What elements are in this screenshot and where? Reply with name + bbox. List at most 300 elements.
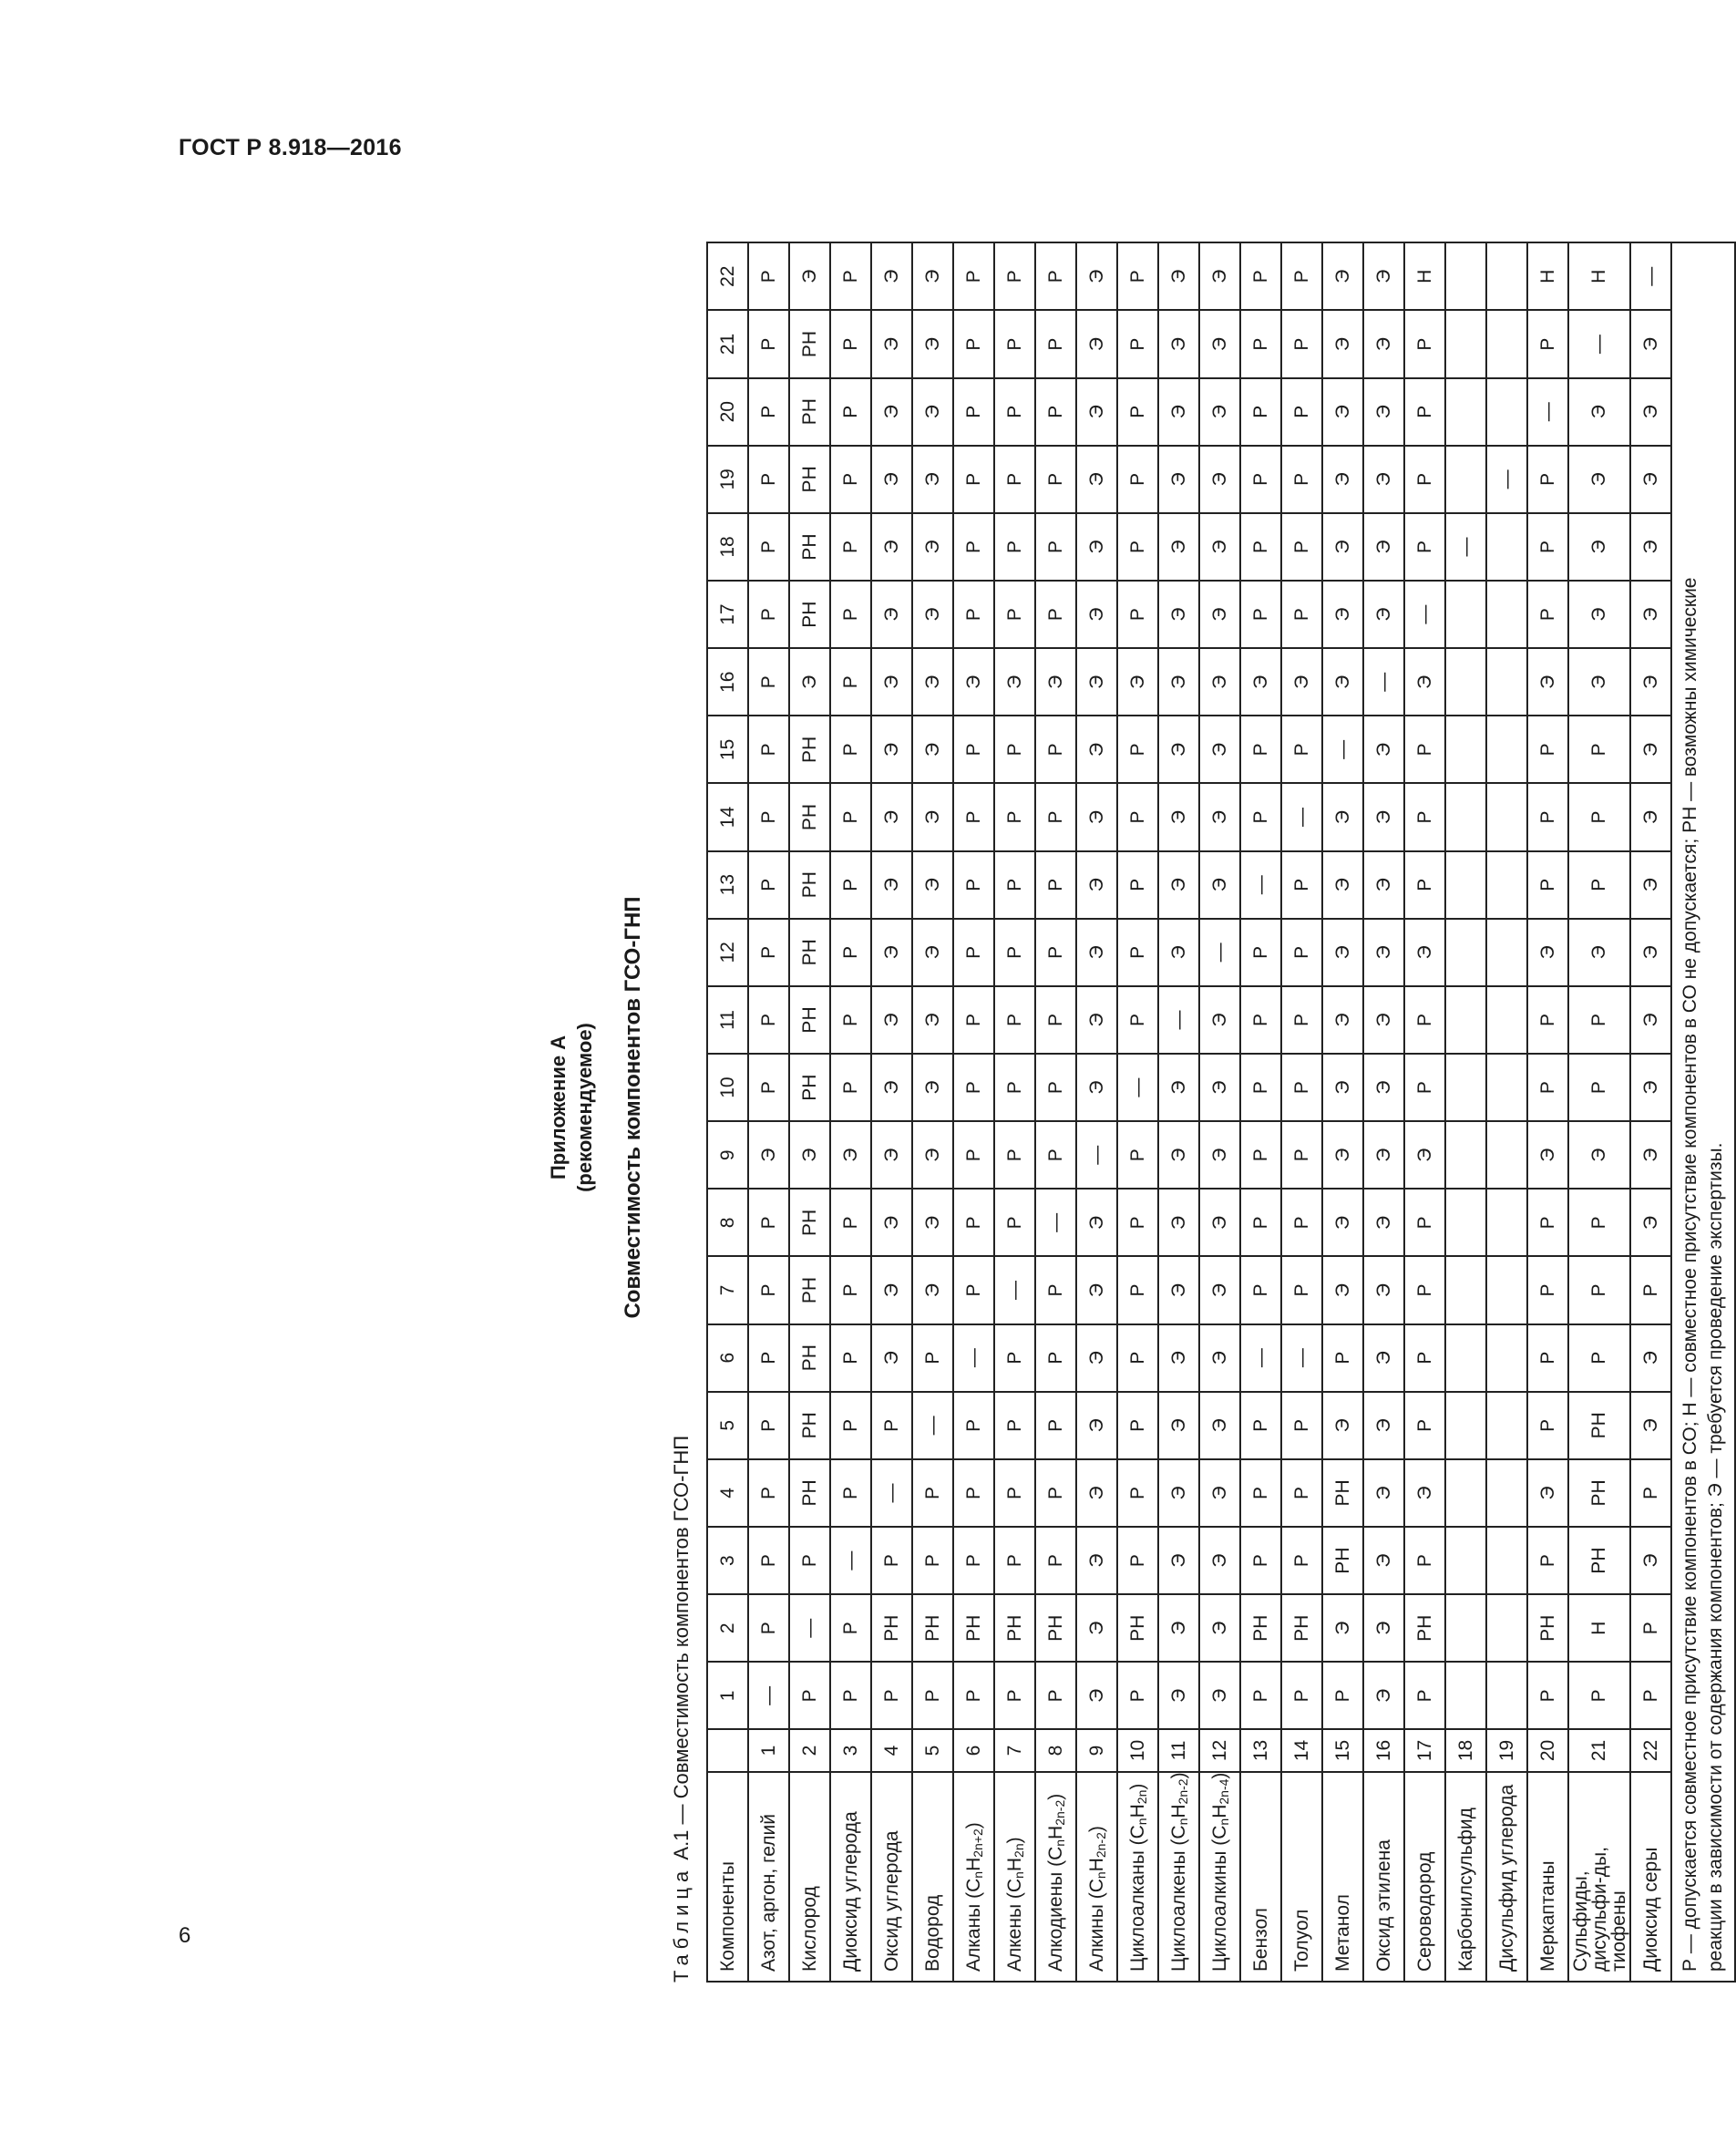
- row-component-name: Циклоалкины $(C_nH_{2n-4})$: [1199, 1772, 1240, 1982]
- row-number: 13: [1240, 1729, 1281, 1771]
- compat-cell: Э: [1322, 513, 1363, 581]
- compat-cell: Р: [1240, 446, 1281, 513]
- compat-cell: Р: [1035, 242, 1076, 310]
- component-name-text: Циклоалканы (: [1127, 1838, 1148, 1972]
- compat-cell: Э: [1322, 581, 1363, 648]
- compat-cell: Э: [1199, 986, 1240, 1054]
- compat-cell: [1445, 716, 1486, 783]
- compat-cell: [1445, 1324, 1486, 1392]
- column-header: 3: [707, 1527, 748, 1594]
- compat-cell: Э: [1199, 1121, 1240, 1189]
- compat-cell: Э: [871, 919, 912, 986]
- table-row: [953, 242, 994, 1982]
- table-row: [1117, 242, 1158, 1982]
- compat-cell: Э: [1322, 648, 1363, 716]
- compat-cell: Р: [748, 378, 789, 446]
- compat-cell: Р: [1527, 581, 1568, 648]
- compat-cell: Э: [1158, 1527, 1199, 1594]
- table-row: [1035, 242, 1076, 1982]
- compat-cell: Э: [1158, 1594, 1199, 1662]
- compat-cell: Р: [994, 1527, 1035, 1594]
- compat-cell: Э: [912, 446, 953, 513]
- compat-cell: Э: [1117, 648, 1158, 716]
- compat-cell: Р: [1281, 1189, 1322, 1256]
- compat-cell: —: [1527, 378, 1568, 446]
- compat-cell: Р: [1240, 1189, 1281, 1256]
- component-name-text: Оксид углерода: [881, 1830, 902, 1972]
- compat-cell: Р: [1117, 919, 1158, 986]
- compat-cell: Р: [1281, 1392, 1322, 1459]
- compat-cell: Р: [994, 310, 1035, 377]
- compat-cell: РН: [994, 1594, 1035, 1662]
- compat-cell: [1445, 986, 1486, 1054]
- column-header: 10: [707, 1054, 748, 1121]
- compat-cell: Р: [1281, 1121, 1322, 1189]
- compat-cell: Р: [1568, 986, 1630, 1054]
- compat-cell: Э: [1322, 1594, 1363, 1662]
- compat-cell: Р: [953, 986, 994, 1054]
- compat-cell: Э: [871, 716, 912, 783]
- compat-cell: Р: [1240, 310, 1281, 377]
- compat-cell: Р: [1568, 716, 1630, 783]
- row-number: 6: [953, 1729, 994, 1771]
- compat-cell: Э: [1363, 1594, 1404, 1662]
- compat-cell: Р: [1404, 513, 1445, 581]
- compat-cell: Р: [1117, 1324, 1158, 1392]
- compat-cell: РН: [1568, 1459, 1630, 1527]
- compat-cell: Р: [1035, 1527, 1076, 1594]
- compat-cell: Р: [1404, 1054, 1445, 1121]
- table-row: [1322, 242, 1363, 1982]
- compat-cell: Р: [1281, 919, 1322, 986]
- table-row: [748, 242, 789, 1982]
- compat-cell: Э: [1199, 513, 1240, 581]
- compat-cell: Э: [912, 1189, 953, 1256]
- compat-cell: Р: [1527, 783, 1568, 850]
- compat-cell: Р: [1240, 378, 1281, 446]
- compat-cell: Э: [1363, 783, 1404, 850]
- row-component-name: [1404, 1772, 1445, 1982]
- compat-cell: Р: [748, 513, 789, 581]
- compat-cell: Э: [1363, 986, 1404, 1054]
- compat-cell: Э: [1076, 446, 1117, 513]
- compat-cell: Р: [830, 378, 871, 446]
- compat-cell: Р: [953, 1459, 994, 1527]
- compat-cell: Э: [1404, 1121, 1445, 1189]
- row-number: 1: [748, 1729, 789, 1771]
- compat-cell: [1445, 1054, 1486, 1121]
- formula-part: n: [971, 1870, 985, 1879]
- formula-part: n: [1094, 1871, 1108, 1880]
- component-name-text: Алкодиены (: [1045, 1859, 1066, 1972]
- compat-cell: Э: [1076, 986, 1117, 1054]
- compat-cell: Р: [994, 446, 1035, 513]
- compat-cell: [1445, 1662, 1486, 1729]
- component-formula: [963, 1828, 984, 1892]
- compat-cell: РН: [1240, 1594, 1281, 1662]
- compat-cell: РН: [789, 1256, 830, 1323]
- compat-cell: [1445, 1527, 1486, 1594]
- compat-cell: Р: [830, 1189, 871, 1256]
- compat-cell: Р: [1035, 1662, 1076, 1729]
- compat-cell: Э: [1199, 851, 1240, 919]
- compat-cell: Э: [1630, 1054, 1671, 1121]
- compat-cell: Р: [953, 1392, 994, 1459]
- component-formula: [1127, 1790, 1148, 1839]
- component-formula: [1045, 1800, 1066, 1860]
- compat-cell: Р: [1404, 716, 1445, 783]
- compat-cell: Р: [1404, 1256, 1445, 1323]
- compat-cell: Э: [1404, 648, 1445, 716]
- compat-cell: Р: [1240, 986, 1281, 1054]
- compat-cell: Э: [871, 1054, 912, 1121]
- compat-cell: Р: [1527, 513, 1568, 581]
- component-name-text: Диоксид углерода: [840, 1811, 861, 1972]
- appendix-title: Приложение А: [547, 1035, 570, 1180]
- compat-cell: Э: [1076, 310, 1117, 377]
- compat-cell: [1445, 242, 1486, 310]
- row-component-name: [871, 1772, 912, 1982]
- compat-cell: —: [1199, 919, 1240, 986]
- formula-part: H: [1168, 1804, 1189, 1818]
- caption-text: А.1 — Совместимость компонентов ГСО-ГНП: [670, 1435, 693, 1860]
- document-code: ГОСТ Р 8.918—2016: [179, 135, 402, 160]
- compat-cell: Э: [1527, 1459, 1568, 1527]
- formula-part: C: [1209, 1825, 1230, 1839]
- compat-cell: РН: [953, 1594, 994, 1662]
- compat-cell: Р: [1568, 1324, 1630, 1392]
- compat-cell: [1486, 1459, 1527, 1527]
- compat-cell: Р: [1322, 1662, 1363, 1729]
- compat-cell: Р: [1281, 378, 1322, 446]
- compat-cell: Э: [1322, 783, 1363, 850]
- compat-cell: Э: [1630, 513, 1671, 581]
- compat-cell: Р: [1281, 242, 1322, 310]
- compat-cell: Р: [1035, 378, 1076, 446]
- caption-label: Таблица: [670, 1865, 693, 1983]
- component-name-text: Кислород: [799, 1886, 820, 1972]
- compat-cell: РН: [871, 1594, 912, 1662]
- compat-cell: Э: [1630, 1324, 1671, 1392]
- column-header: 8: [707, 1189, 748, 1256]
- compat-cell: Э: [1158, 919, 1199, 986]
- component-name-text: Метанол: [1332, 1894, 1353, 1972]
- compat-cell: Р: [1281, 986, 1322, 1054]
- compat-cell: Р: [912, 1324, 953, 1392]
- compat-cell: Э: [1630, 581, 1671, 648]
- rotated-table-section: [415, 232, 1726, 1983]
- table-row: [1630, 242, 1671, 1982]
- compat-cell: Р: [1281, 513, 1322, 581]
- compat-cell: Э: [871, 1256, 912, 1323]
- formula-part: 2n-2: [1094, 1832, 1108, 1859]
- formula-part: H: [1004, 1857, 1025, 1872]
- compat-cell: Э: [1076, 581, 1117, 648]
- compat-cell: [1486, 919, 1527, 986]
- compat-cell: Р: [748, 1054, 789, 1121]
- compat-cell: РН: [789, 378, 830, 446]
- compat-cell: Э: [1199, 378, 1240, 446]
- compat-cell: Р: [953, 1527, 994, 1594]
- compat-cell: Р: [1404, 986, 1445, 1054]
- formula-part: C: [1045, 1846, 1066, 1860]
- compat-cell: Р: [1035, 310, 1076, 377]
- compat-cell: Р: [1404, 1189, 1445, 1256]
- compat-cell: Э: [1076, 783, 1117, 850]
- table-row: [1363, 242, 1404, 1982]
- compat-cell: Р: [1035, 851, 1076, 919]
- compat-cell: Р: [748, 716, 789, 783]
- row-component-name: [1363, 1772, 1404, 1982]
- component-name-text: Меркаптаны: [1537, 1860, 1558, 1972]
- compat-cell: Э: [1158, 851, 1199, 919]
- compat-cell: Э: [1630, 310, 1671, 377]
- compat-cell: Э: [1363, 1392, 1404, 1459]
- compat-cell: [1486, 986, 1527, 1054]
- compat-cell: Р: [1117, 783, 1158, 850]
- compat-cell: Э: [1568, 378, 1630, 446]
- compat-cell: Э: [1630, 986, 1671, 1054]
- compat-cell: Р: [748, 1459, 789, 1527]
- compat-cell: Э: [1076, 648, 1117, 716]
- column-header: 7: [707, 1256, 748, 1323]
- compat-cell: РН: [789, 1054, 830, 1121]
- compat-cell: [1445, 1121, 1486, 1189]
- component-name-text: Циклоалкины (: [1209, 1838, 1230, 1972]
- component-name-text: Бензол: [1250, 1908, 1271, 1972]
- compat-cell: Р: [748, 648, 789, 716]
- table-row: [1527, 242, 1568, 1982]
- compat-cell: Р: [1117, 851, 1158, 919]
- header-number-cell: [707, 1729, 748, 1771]
- compat-cell: Э: [1363, 1121, 1404, 1189]
- compat-cell: [1486, 378, 1527, 446]
- formula-part: C: [1086, 1879, 1107, 1893]
- compat-cell: Э: [1630, 1527, 1671, 1594]
- formula-part: n: [1217, 1818, 1231, 1826]
- column-header: 14: [707, 783, 748, 850]
- compat-cell: [1486, 1527, 1527, 1594]
- compat-cell: РН: [789, 581, 830, 648]
- compat-cell: Э: [912, 242, 953, 310]
- compat-cell: РН: [1322, 1459, 1363, 1527]
- compat-cell: Р: [1240, 919, 1281, 986]
- compat-cell: Р: [953, 446, 994, 513]
- compat-cell: Э: [912, 1121, 953, 1189]
- column-header: 2: [707, 1594, 748, 1662]
- compat-cell: —: [830, 1527, 871, 1594]
- compat-cell: Р: [953, 783, 994, 850]
- compat-cell: Р: [748, 783, 789, 850]
- compat-cell: Р: [1568, 851, 1630, 919]
- row-number: 22: [1630, 1729, 1671, 1771]
- column-header: 18: [707, 513, 748, 581]
- formula-part: H: [1086, 1858, 1107, 1872]
- compat-cell: Э: [871, 581, 912, 648]
- formula-part: C: [963, 1878, 984, 1892]
- compat-cell: Э: [1630, 851, 1671, 919]
- compat-cell: Р: [953, 310, 994, 377]
- compat-cell: Э: [1076, 919, 1117, 986]
- compat-cell: Р: [748, 986, 789, 1054]
- table-row: [1240, 242, 1281, 1982]
- compat-cell: Р: [953, 1662, 994, 1729]
- compat-cell: Э: [1630, 648, 1671, 716]
- compat-cell: Р: [830, 716, 871, 783]
- compat-cell: Р: [1117, 446, 1158, 513]
- compat-cell: Э: [1363, 919, 1404, 986]
- formula-part: C: [1168, 1825, 1189, 1839]
- compat-cell: Р: [1117, 986, 1158, 1054]
- compat-cell: Р: [1117, 378, 1158, 446]
- row-component-name: Алкены $(C_nH_{2n})$: [994, 1772, 1035, 1982]
- compat-cell: Р: [1281, 1527, 1322, 1594]
- compat-cell: РН: [789, 1392, 830, 1459]
- row-number: 10: [1117, 1729, 1158, 1771]
- row-component-name: [912, 1772, 953, 1982]
- compat-cell: Р: [1281, 1054, 1322, 1121]
- compat-cell: РН: [1281, 1594, 1322, 1662]
- compat-cell: Э: [1630, 1392, 1671, 1459]
- compat-cell: Р: [830, 446, 871, 513]
- formula-part: H: [1209, 1804, 1230, 1818]
- compat-cell: Э: [1158, 1256, 1199, 1323]
- formula-part: C: [1127, 1825, 1148, 1839]
- compat-cell: Э: [1076, 513, 1117, 581]
- component-formula: [1086, 1832, 1107, 1892]
- compat-cell: Р: [1240, 1392, 1281, 1459]
- compat-cell: РН: [789, 986, 830, 1054]
- compat-cell: —: [1568, 310, 1630, 377]
- compat-cell: Р: [1281, 310, 1322, 377]
- compat-cell: РН: [789, 1189, 830, 1256]
- compat-cell: РН: [789, 1324, 830, 1392]
- compat-cell: —: [871, 1459, 912, 1527]
- compat-cell: Р: [912, 1459, 953, 1527]
- compat-cell: Э: [1158, 716, 1199, 783]
- compat-cell: Э: [912, 783, 953, 850]
- compat-cell: Р: [953, 1121, 994, 1189]
- compat-cell: [1445, 1189, 1486, 1256]
- compat-cell: Р: [1240, 1256, 1281, 1323]
- compat-cell: Р: [830, 581, 871, 648]
- compat-cell: Р: [748, 1324, 789, 1392]
- compat-cell: Э: [1199, 1189, 1240, 1256]
- formula-part: 2n: [1135, 1789, 1149, 1805]
- column-header: 21: [707, 310, 748, 377]
- compat-cell: [1445, 783, 1486, 850]
- compat-cell: [1486, 310, 1527, 377]
- compat-cell: Э: [1404, 1459, 1445, 1527]
- component-name-text: Толуол: [1291, 1909, 1312, 1972]
- compat-cell: Э: [1158, 648, 1199, 716]
- compat-cell: Р: [1240, 1662, 1281, 1729]
- compat-cell: Р: [1117, 1121, 1158, 1189]
- compat-cell: Р: [994, 581, 1035, 648]
- compat-cell: Э: [912, 378, 953, 446]
- row-number: 17: [1404, 1729, 1445, 1771]
- column-header: 16: [707, 648, 748, 716]
- compat-cell: Э: [1322, 1189, 1363, 1256]
- compat-cell: Э: [789, 242, 830, 310]
- compat-cell: Э: [1363, 310, 1404, 377]
- row-number: 11: [1158, 1729, 1199, 1771]
- compat-cell: Э: [1630, 716, 1671, 783]
- compat-cell: Р: [953, 919, 994, 986]
- compat-cell: РН: [1322, 1527, 1363, 1594]
- compat-cell: РН: [789, 310, 830, 377]
- compat-cell: Р: [994, 378, 1035, 446]
- compat-cell: Э: [1076, 1392, 1117, 1459]
- compat-cell: РН: [789, 1459, 830, 1527]
- row-number: 18: [1445, 1729, 1486, 1771]
- compat-cell: Э: [871, 1121, 912, 1189]
- compat-cell: Р: [1281, 581, 1322, 648]
- compat-cell: [1486, 716, 1527, 783]
- compat-cell: Р: [1035, 919, 1076, 986]
- compat-cell: Р: [953, 716, 994, 783]
- compat-cell: Э: [953, 648, 994, 716]
- row-number: 21: [1568, 1729, 1630, 1771]
- compat-cell: Э: [789, 648, 830, 716]
- compat-cell: Р: [953, 851, 994, 919]
- row-number: 8: [1035, 1729, 1076, 1771]
- component-name-text: Оксид этилена: [1373, 1839, 1394, 1972]
- compat-cell: Э: [1568, 581, 1630, 648]
- compat-cell: Э: [1363, 513, 1404, 581]
- compat-cell: Э: [1404, 919, 1445, 986]
- compat-cell: Р: [748, 310, 789, 377]
- compat-cell: РН: [1568, 1392, 1630, 1459]
- compat-cell: Э: [871, 986, 912, 1054]
- compat-cell: Э: [1322, 919, 1363, 986]
- column-header: 4: [707, 1459, 748, 1527]
- compat-cell: Э: [1076, 1662, 1117, 1729]
- compat-cell: —: [1281, 1324, 1322, 1392]
- column-header: 15: [707, 716, 748, 783]
- appendix-heading: Совместимость компонентов ГСО-ГНП: [621, 896, 645, 1319]
- compat-cell: Э: [1322, 851, 1363, 919]
- compat-cell: —: [994, 1256, 1035, 1323]
- compat-cell: Р: [748, 851, 789, 919]
- compat-cell: Э: [912, 648, 953, 716]
- compat-cell: Р: [953, 242, 994, 310]
- compat-cell: Э: [912, 513, 953, 581]
- compat-cell: Р: [830, 1054, 871, 1121]
- compat-cell: Р: [994, 1324, 1035, 1392]
- compat-cell: Р: [1035, 1054, 1076, 1121]
- row-number: 9: [1076, 1729, 1117, 1771]
- compat-cell: РН: [1035, 1594, 1076, 1662]
- compat-cell: Р: [1527, 1392, 1568, 1459]
- row-component-name: [1445, 1772, 1486, 1982]
- compat-cell: РН: [1568, 1527, 1630, 1594]
- compat-cell: Э: [830, 1121, 871, 1189]
- compat-cell: Р: [1404, 783, 1445, 850]
- table-row: [789, 242, 830, 1982]
- compat-cell: Р: [1322, 1324, 1363, 1392]
- appendix-subtitle: (рекомендуемое): [573, 1023, 596, 1192]
- table-row: [1158, 242, 1199, 1982]
- compat-cell: Э: [1568, 513, 1630, 581]
- compat-cell: [1486, 1392, 1527, 1459]
- compat-cell: Э: [1199, 648, 1240, 716]
- compat-cell: Р: [1527, 310, 1568, 377]
- compat-cell: [1445, 581, 1486, 648]
- compat-cell: [1486, 1594, 1527, 1662]
- compat-cell: Э: [1076, 1054, 1117, 1121]
- compat-cell: —: [1630, 242, 1671, 310]
